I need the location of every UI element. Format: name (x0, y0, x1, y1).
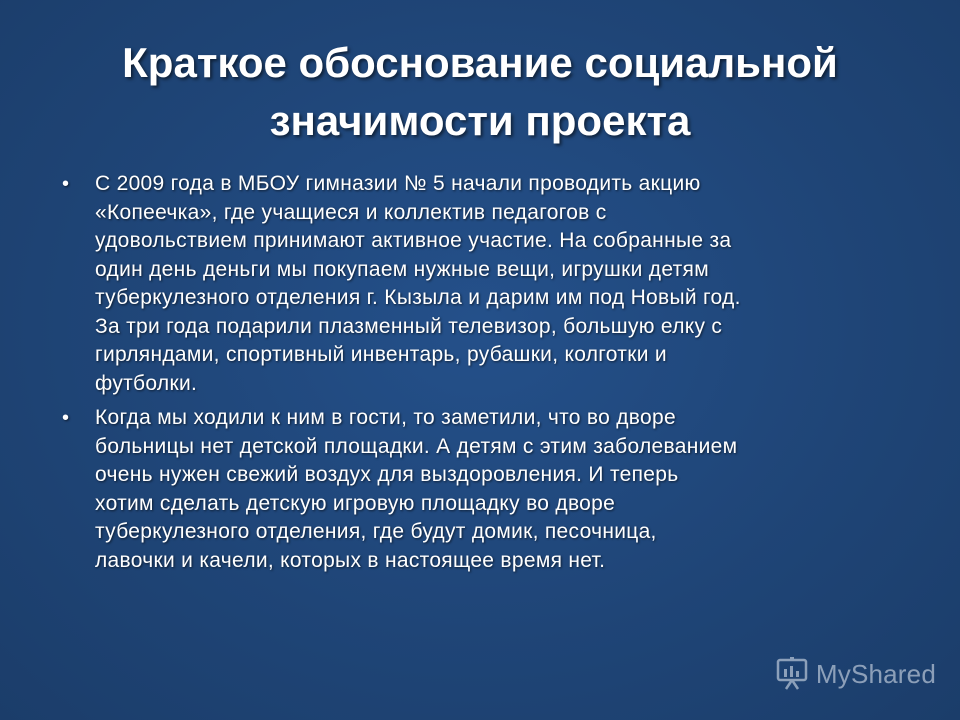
title-line-1: Краткое обоснование социальной (122, 39, 838, 86)
bullet-item-1 (62, 170, 922, 398)
bullet-text: С 2009 года в МБОУ гимназии № 5 начали проводить акцию «Копеечка», где учащиеся и коллектив педагогов с удовольствием принимают активное участие. На собранные за один день деньги мы покупаем нужные вещи, игрушки детям туберкулезного отделения г. Кызыла и дарим им под Новый год. За три года подарили плазменный телевизор, большую елку с гирляндами, спортивный инвентарь, рубашки, колготки и футболки. (95, 172, 741, 395)
bullet-text: Когда мы ходили к ним в гости, то заметили, что во дворе больницы нет детской площадки. А детям с этим заболеванием очень нужен свежий воздух для выздоровления. И теперь хотим сделать детскую игровую площадку во дворе туберкулезного отделения, где будут домик, песочница, лавочки и качели, которых в настоящее время нет. (95, 406, 738, 572)
bullet-list (62, 170, 922, 581)
watermark (774, 656, 936, 692)
bullet-marker: • (62, 407, 70, 429)
bullet-marker: • (62, 173, 70, 195)
slide-title (40, 34, 920, 150)
bullet-item-2 (62, 404, 922, 575)
watermark-text: MyShared (815, 658, 936, 689)
title-line-2: значимости проекта (269, 97, 691, 144)
presentation-board-icon (774, 656, 810, 692)
